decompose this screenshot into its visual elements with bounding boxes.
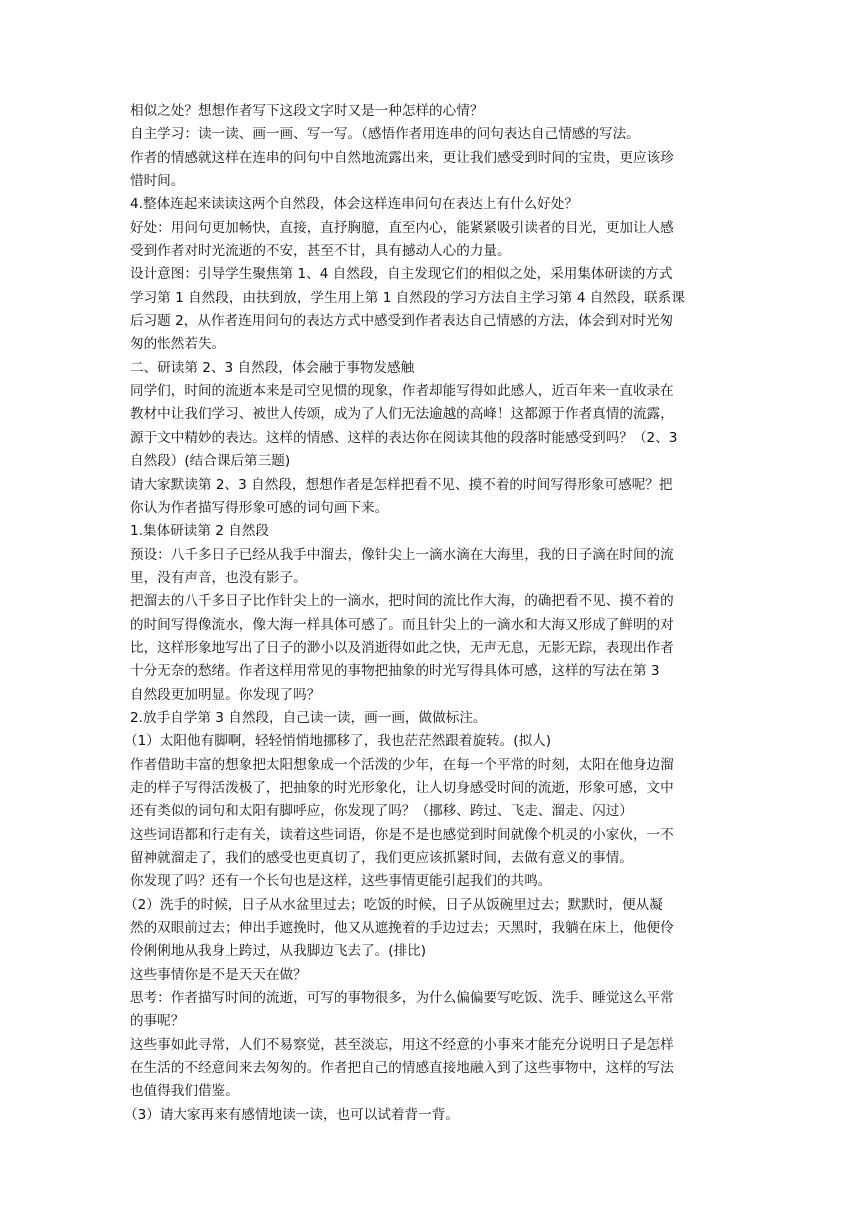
- text-line: （1）太阳他有脚啊，轻轻悄悄地挪移了，我也茫茫然跟着旋转。(拟人): [124, 733, 552, 750]
- section-heading: 二、研读第 2、3 自然段，体会融于事物发感触: [130, 359, 415, 376]
- text-line: 还有类似的词句和太阳有脚呼应，你发现了吗？（挪移、跨过、飞走、溜走、闪过）: [130, 803, 633, 820]
- text-line: 后习题 2，从作者连用问句的表达方式中感受到作者表达自己情感的方法，体会到对时光匆: [130, 313, 674, 330]
- text-line: 自然段）(结合课后第三题): [130, 453, 291, 470]
- text-line: 你发现了吗？还有一个长句也是这样，这些事情更能引起我们的共鸣。: [130, 873, 552, 890]
- text-line: 受到作者对时光流逝的不安，甚至不甘，具有撼动人心的力量。: [130, 243, 511, 260]
- text-line: 思考：作者描写时间的流逝，可写的事物很多，为什么偏偏要写吃饭、洗手、睡觉这么平常: [130, 990, 674, 1007]
- text-line: 学习第 1 自然段，由扶到放，学生用上第 1 自然段的学习方法自主学习第 4 自然段，联系课: [130, 289, 685, 306]
- text-line: 自然段更加明显。你发现了吗？: [130, 686, 321, 703]
- text-line: 留神就溜走了，我们的感受也更真切了，我们更应该抓紧时间，去做有意义的事情。: [130, 850, 633, 866]
- text-line: （3）请大家再来有感情地读一读，也可以试着背一背。: [124, 1106, 459, 1123]
- text-line: 源于文中精妙的表达。这样的情感、这样的表达你在阅读其他的段落时能感受到吗？（2、3: [130, 429, 678, 446]
- text-line: 里，没有声音，也没有影子。: [130, 569, 307, 586]
- text-line: 同学们，时间的流逝本来是司空见惯的现象，作者却能写得如此感人，近百年来一直收录在: [130, 383, 674, 400]
- text-line: 好处：用问句更加畅快，直接，直抒胸臆，直至内心，能紧紧吸引读者的目光，更加让人感: [130, 219, 674, 236]
- text-line: 设计意图：引导学生聚焦第 1、4 自然段，自主发现它们的相似之处，采用集体研读的方式: [130, 266, 673, 283]
- text-line: 伶俐俐地从我身上跨过，从我脚边飞去了。(排比): [130, 943, 427, 960]
- text-line: 你认为作者描写得形象可感的词句画下来。: [130, 499, 389, 516]
- text-line: 2.放手自学第 3 自然段，自己读一读，画一画，做做标注。: [130, 709, 487, 726]
- text-line: 惜时间。: [130, 173, 185, 190]
- text-line: 匆的怅然若失。: [130, 336, 226, 353]
- text-line: 作者的情感就这样在连串的问句中自然地流露出来，更让我们感受到时间的宝贵，更应该珍: [130, 149, 674, 166]
- text-line: 的时间写得像流水，像大海一样具体可感了。而且针尖上的一滴水和大海又形成了鲜明的对: [130, 616, 674, 633]
- text-line: 这些词语都和行走有关，读着这些词语，你是不是也感觉到时间就像个机灵的小家伙，一不: [130, 826, 674, 843]
- text-line: 1.集体研读第 2 自然段: [130, 523, 270, 540]
- text-line: 然的双眼前过去；伸出手遮挽时，他又从遮挽着的手边过去；天黑时，我躺在床上，他便伶: [130, 920, 674, 937]
- text-line: 走的样子写得活泼极了，把抽象的时光形象化，让人切身感受时间的流逝，形象可感，文中: [130, 779, 674, 796]
- text-line: 作者借助丰富的想象把太阳想象成一个活泼的少年，在每一个平常的时刻，太阳在他身边溜: [130, 756, 674, 773]
- text-line: 预设：八千多日子已经从我手中溜去，像针尖上一滴水滴在大海里，我的日子滴在时间的流: [130, 546, 674, 563]
- text-line: 相似之处？想想作者写下这段文字时又是一种怎样的心情？: [130, 103, 484, 119]
- text-line: 的事呢？: [130, 1013, 185, 1030]
- text-line: 教材中让我们学习、被世人传颂，成为了人们无法逾越的高峰！这都源于作者真情的流露，: [130, 406, 674, 423]
- text-line: 这些事情你是不是天天在做？: [130, 966, 307, 983]
- text-line: 也值得我们借鉴。: [130, 1083, 239, 1100]
- text-line: 这些事如此寻常，人们不易察觉，甚至淡忘，用这不经意的小事来才能充分说明日子是怎样: [130, 1036, 674, 1053]
- text-line: 把溜去的八千多日子比作针尖上的一滴水，把时间的流比作大海，的确把看不见、摸不着的: [130, 593, 674, 610]
- text-line: （2）洗手的时候，日子从水盆里过去；吃饭的时候，日子从饭碗里过去；默默时，便从凝: [124, 896, 663, 913]
- text-line: 十分无奈的愁绪。作者这样用常见的事物把抽象的时光写得具体可感，这样的写法在第 3: [130, 663, 660, 680]
- text-line: 请大家默读第 2、3 自然段，想想作者是怎样把看不见、摸不着的时间写得形象可感呢？把: [130, 476, 673, 493]
- document-page: [124, 100, 735, 1127]
- text-line: 自主学习：读一读、画一画、写一写。（感悟作者用连串的问句表达自己情感的写法。: [130, 126, 640, 143]
- text-line: 比，这样形象地写出了日子的渺小以及消逝得如此之快，无声无息，无影无踪，表现出作者: [130, 639, 674, 656]
- text-line: 在生活的不经意间来去匆匆的。作者把自己的情感直接地融入到了这些事物中，这样的写法: [130, 1060, 674, 1077]
- text-line: 4.整体连起来读读这两个自然段，体会这样连串问句在表达上有什么好处？: [130, 196, 578, 213]
